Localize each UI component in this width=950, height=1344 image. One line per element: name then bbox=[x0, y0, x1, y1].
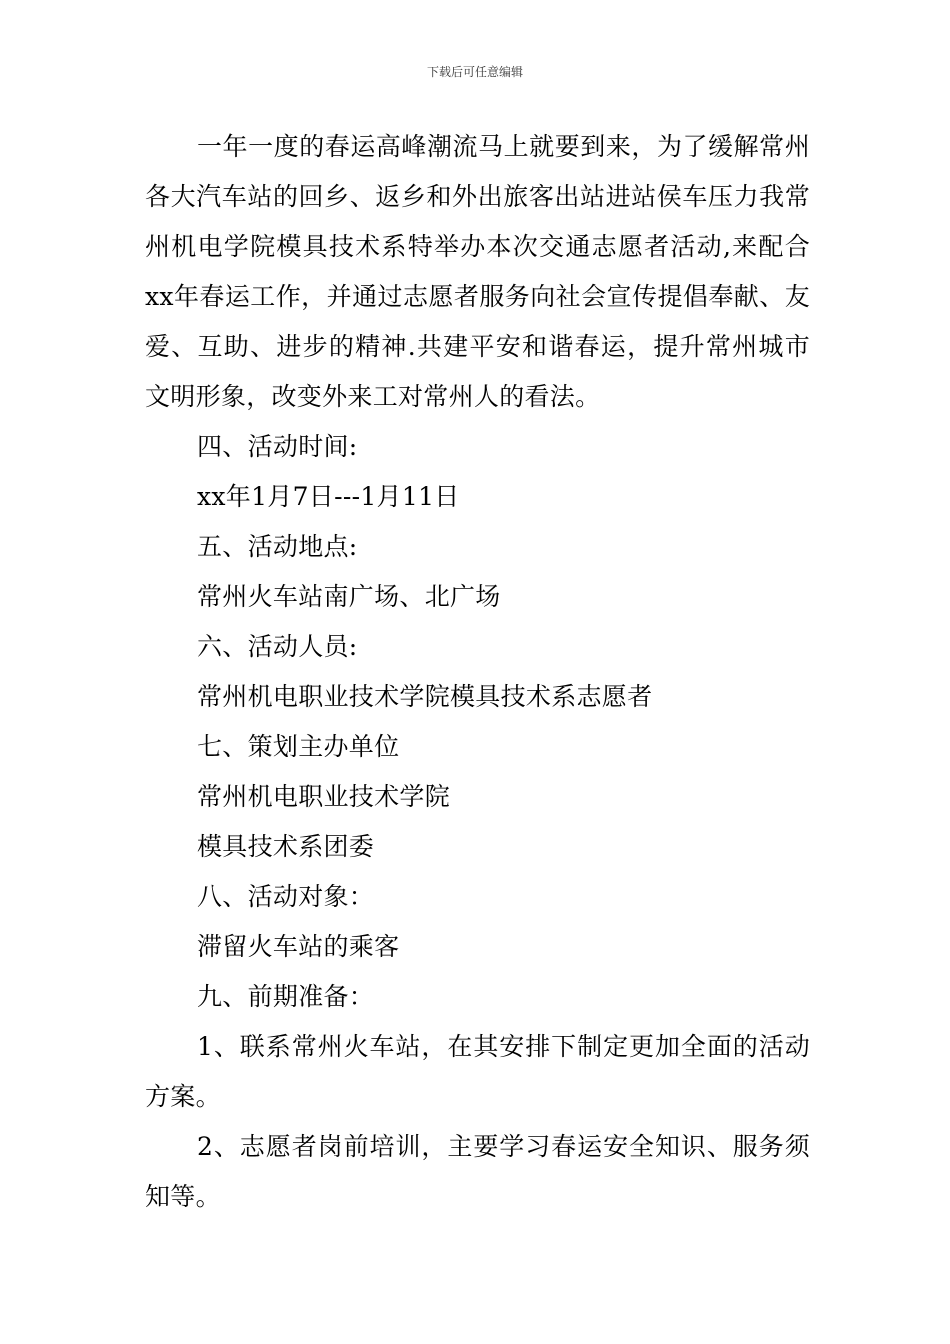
section-6-body: 常州机电职业技术学院模具技术系志愿者 bbox=[197, 682, 653, 711]
section-5-title: 五、活动地点: bbox=[197, 532, 358, 561]
section-7-title: 七、策划主办单位 bbox=[197, 732, 400, 761]
section-9-item-1: 1、联系常州火车站，在其安排下制定更加全面的活动方案。 bbox=[145, 1032, 810, 1111]
section-7-body-line-2: 模具技术系团委 bbox=[197, 832, 375, 861]
section-4-title: 四、活动时间: bbox=[197, 432, 358, 461]
section-8-body: 滞留火车站的乘客 bbox=[197, 932, 400, 961]
section-4-body: xx年1月7日---1月11日 bbox=[197, 482, 460, 511]
section-9-item-2: 2、志愿者岗前培训，主要学习春运安全知识、服务须知等。 bbox=[145, 1132, 810, 1211]
document-body bbox=[145, 122, 810, 1222]
section-7-body-line-1: 常州机电职业技术学院 bbox=[197, 782, 451, 811]
section-9-title: 九、前期准备： bbox=[197, 982, 375, 1011]
page-header: 下载后可任意编辑 bbox=[426, 65, 523, 79]
section-8-title: 八、活动对象： bbox=[197, 882, 375, 911]
section-6-title: 六、活动人员: bbox=[197, 632, 358, 661]
section-5-body: 常州火车站南广场、北广场 bbox=[197, 582, 501, 611]
intro-paragraph: 一年一度的春运高峰潮流马上就要到来，为了缓解常州各大汽车站的回乡、返乡和外出旅客出站进站侯车压力我常州机电学院模具技术系特举办本次交通志愿者活动,来配合xx年春运工作，并通过志愿者服务向社会宣传提倡奉献、友爱、互助、进步的精神.共建平安和谐春运，提升常州城市文明形象，改变外来工对常州人的看法。 bbox=[145, 132, 810, 411]
